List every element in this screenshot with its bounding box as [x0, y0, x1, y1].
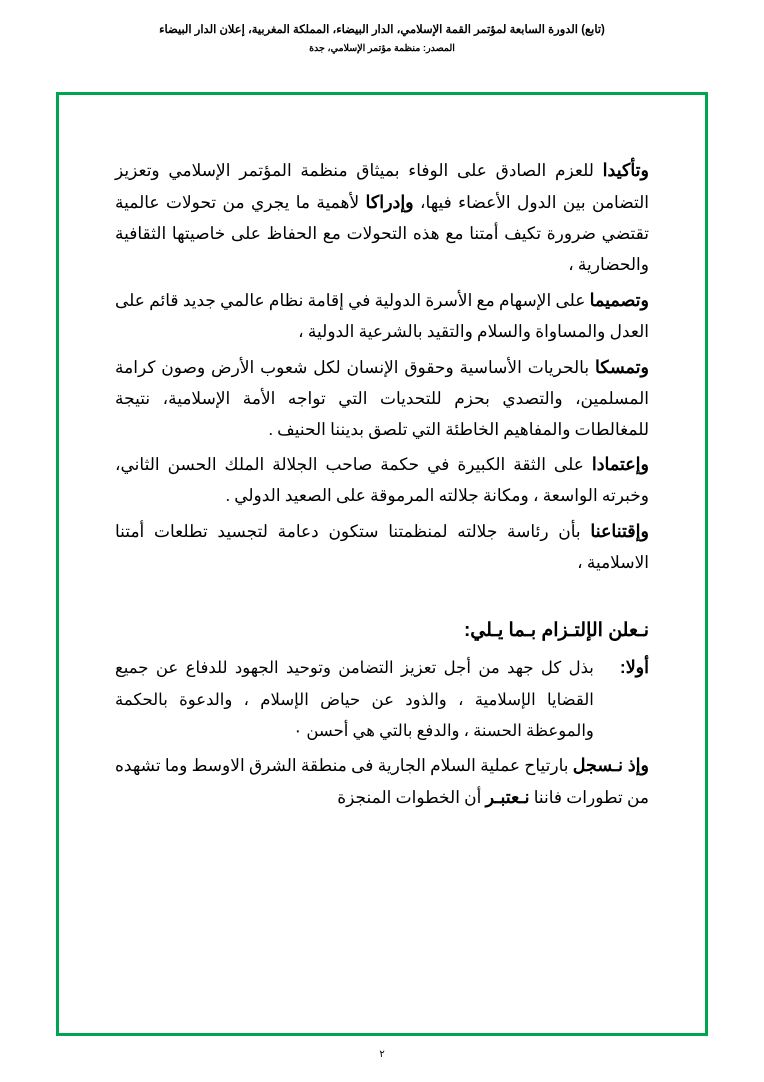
list-item-text: بذل كل جهد من أجل تعزيز التضامن وتوحيد الجهود للدفاع عن جميع القضايا الإسلامية ، والذود عن حياض الإسلام ، والدعوة بالحكمة والموعظة الحسنة ، والدفع بالتي هي أحسن ٠ [115, 658, 594, 740]
document-body [115, 155, 649, 818]
paragraph-text: للعزم الصادق على الوفاء بميثاق منظمة المؤتمر الإسلامي وتعزيز التضامن بين الدول الأعضاء فيها، [115, 161, 649, 212]
section-spacer [115, 583, 649, 619]
closing-text-2: أن الخطوات المنجزة [337, 788, 486, 808]
page-footer [0, 1049, 764, 1060]
list-item-number: أولا: [619, 657, 649, 678]
paragraph-text: لأهمية ما يجري من تحولات عالمية تقتضي ضرورة تكيف أمتنا مع هذه التحولات مع الحفاظ على خاصيتها الثقافية والحضارية ، [115, 192, 649, 274]
paragraph-lead: وإدراكا [365, 191, 414, 212]
paragraph [115, 449, 649, 512]
paragraph-lead: وتصميما [589, 289, 649, 310]
page-header [0, 22, 764, 54]
closing-lead-2: نـعتبـر [485, 787, 530, 808]
green-border-frame [56, 92, 708, 1036]
paragraph [115, 285, 649, 348]
paragraph [115, 155, 649, 281]
paragraph-text: بالحريات الأساسية وحقوق الإنسان لكل شعوب الأرض وصون كرامة المسلمين، والتصدي بحزم للتحديات التي تواجه الأمة الإسلامية، نتيجة للمغالطات والمفاهيم الخاطئة التي تلصق بديننا الحنيف . [115, 357, 649, 439]
paragraph-lead: وتمسكا [594, 356, 649, 377]
closing-lead-1: وإذ نـسجل [572, 755, 649, 776]
paragraph-text: على الإسهام مع الأسرة الدولية في إقامة نظام عالمي جديد قائم على العدل والمساواة والسلام والتقيد بالشرعية الدولية ، [115, 290, 649, 341]
paragraph [115, 516, 649, 579]
paragraph-lead: وإقتناعنا [590, 521, 649, 542]
declaration-heading: نـعلن الإلتـزام بـما يـلي: [463, 620, 649, 642]
page-number: ٢ [379, 1049, 385, 1060]
paragraph [115, 352, 649, 446]
paragraph-text: بأن رئاسة جلالته لمنظمتنا ستكون دعامة لتجسيد تطلعات أمتنا الاسلامية ، [115, 522, 649, 573]
closing-paragraph [115, 750, 649, 814]
paragraph-text: على الثقة الكبيرة في حكمة صاحب الجلالة الملك الحسن الثاني، وخبرته الواسعة ، ومكانة جلالته المرموقة على الصعيد الدولي . [115, 455, 649, 506]
paragraph-lead: وتأكيدا [602, 160, 649, 180]
paragraph-lead: وإعتمادا [591, 454, 649, 475]
header-source: المصدر: منظمة مؤتمر الإسلامي، جدة [309, 43, 455, 54]
header-title: (تابع) الدورة السابعة لمؤتمر القمة الإسلامي، الدار البيضاء، المملكة المغربية، إعلان الدار البيضاء [159, 24, 605, 36]
closing-text-1: بارتياح عملية السلام الجارية فى منطقة الشرق الاوسط وما تشهده من تطورات فاننا [115, 756, 649, 808]
list-item [115, 652, 649, 746]
